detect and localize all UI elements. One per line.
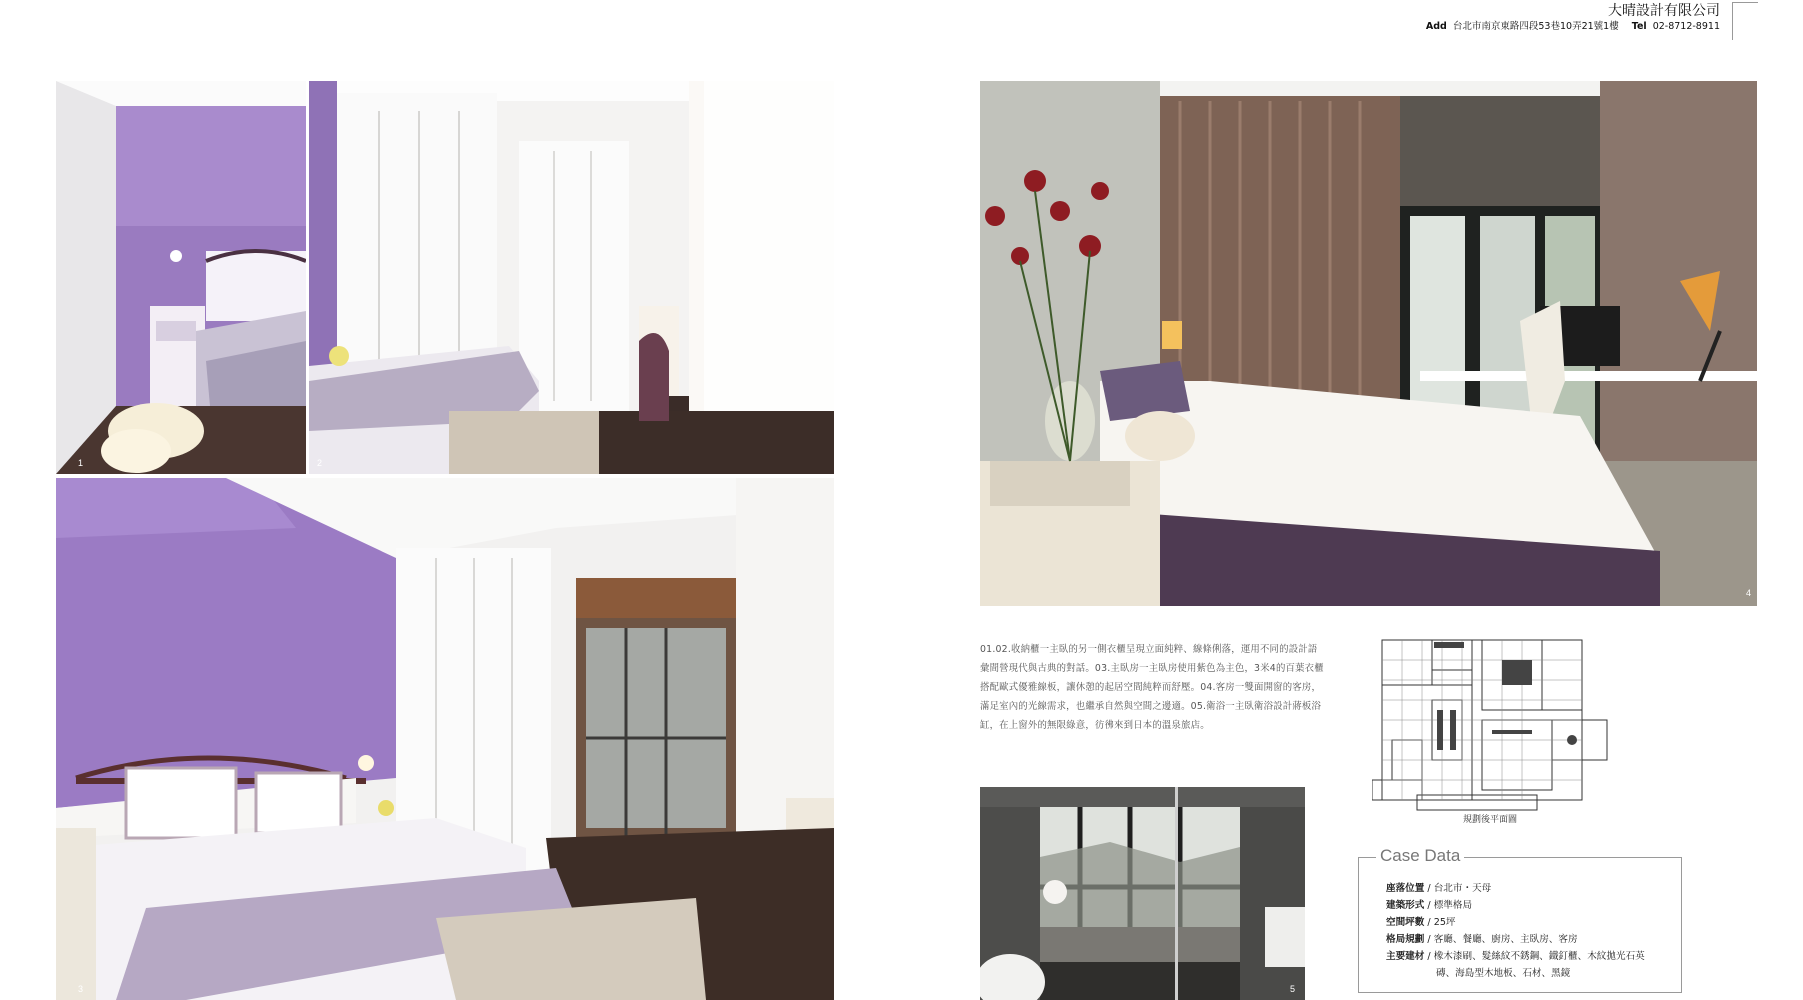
photo-2-number: 2: [317, 458, 323, 468]
tel-label: Tel: [1631, 21, 1647, 32]
case-data-value: 台北市・天母: [1433, 883, 1492, 894]
case-data-label: 主要建材: [1386, 951, 1425, 962]
company-address-line: [1200, 18, 1720, 32]
case-data-materials-continuation: 磚、海島型木地板、石材、黑鏡: [1436, 968, 1571, 979]
case-data-label: 空間坪數: [1386, 917, 1425, 928]
case-data-title: Case Data: [1376, 846, 1464, 866]
case-data-row-layout: 格局規劃 / 客廳、餐廳、廚房、主臥房、客房: [1386, 934, 1578, 945]
case-data-list: [1386, 880, 1676, 982]
project-description: 01.02.收納櫃一主臥的另一側衣櫃呈現立面純粹、線條俐落，運用不同的設計語彙間營現代與古典的對話。03.主臥房一主臥房使用紫色為主色，3米4的百葉衣櫃搭配歐式優雅線板，讓休憩的起居空間純粹而舒壓。04.客房一雙面開窗的客房，滿足室內的光線需求，也繼承自然與空間之邊適。05.衛浴一主臥衛浴設計蔣板浴缸，在上窗外的無限綠意，彷彿來到日本的溫泉旅店。: [980, 644, 1324, 731]
case-data-label: 格局規劃: [1386, 934, 1425, 945]
address-label: Add: [1425, 21, 1447, 32]
case-data-value: 客廳、餐廳、廚房、主臥房、客房: [1433, 934, 1578, 945]
page-corner-mark: [1732, 2, 1758, 40]
photo-3-number: 3: [78, 984, 84, 994]
case-data-row-building-type: 建築形式 / 標準格局: [1386, 900, 1473, 911]
case-data-label: 建築形式: [1386, 900, 1425, 911]
address-value: 台北市南京東路四段53巷10弄21號1樓: [1452, 21, 1619, 32]
case-data-value: 橡木漆刷、髮絲紋不銹鋼、鐵釘櫃、木紋拋光石英: [1433, 951, 1645, 962]
company-name: 大晴設計有限公司: [1608, 3, 1720, 19]
floor-plan-caption: 規劃後平面圖: [1462, 815, 1517, 825]
floor-plan-drawing: [1372, 630, 1642, 820]
photo-4-number: 4: [1745, 588, 1751, 598]
photo-2-wardrobe-bedroom: [309, 81, 834, 474]
photo-5-number: 5: [1289, 984, 1295, 994]
case-data-row-location: 座落位置 / 台北市・天母: [1386, 883, 1492, 894]
photo-3-master-bedroom: [56, 478, 834, 1000]
case-data-row-area: 空間坪數 / 25坪: [1386, 917, 1456, 928]
case-data-row-materials: 主要建材 / 橡木漆刷、髮絲紋不銹鋼、鐵釘櫃、木紋拋光石英: [1386, 951, 1645, 962]
photo-1-bedroom-purple-wall: [56, 81, 306, 474]
photo-4-guest-room: [980, 81, 1757, 606]
case-data-value: 標準格局: [1433, 900, 1473, 911]
tel-value: 02-8712-8911: [1652, 21, 1720, 32]
case-data-value: 25坪: [1433, 917, 1456, 928]
photo-5-bathroom: [980, 787, 1305, 1000]
photo-1-number: 1: [78, 458, 84, 468]
case-data-label: 座落位置: [1386, 883, 1425, 894]
